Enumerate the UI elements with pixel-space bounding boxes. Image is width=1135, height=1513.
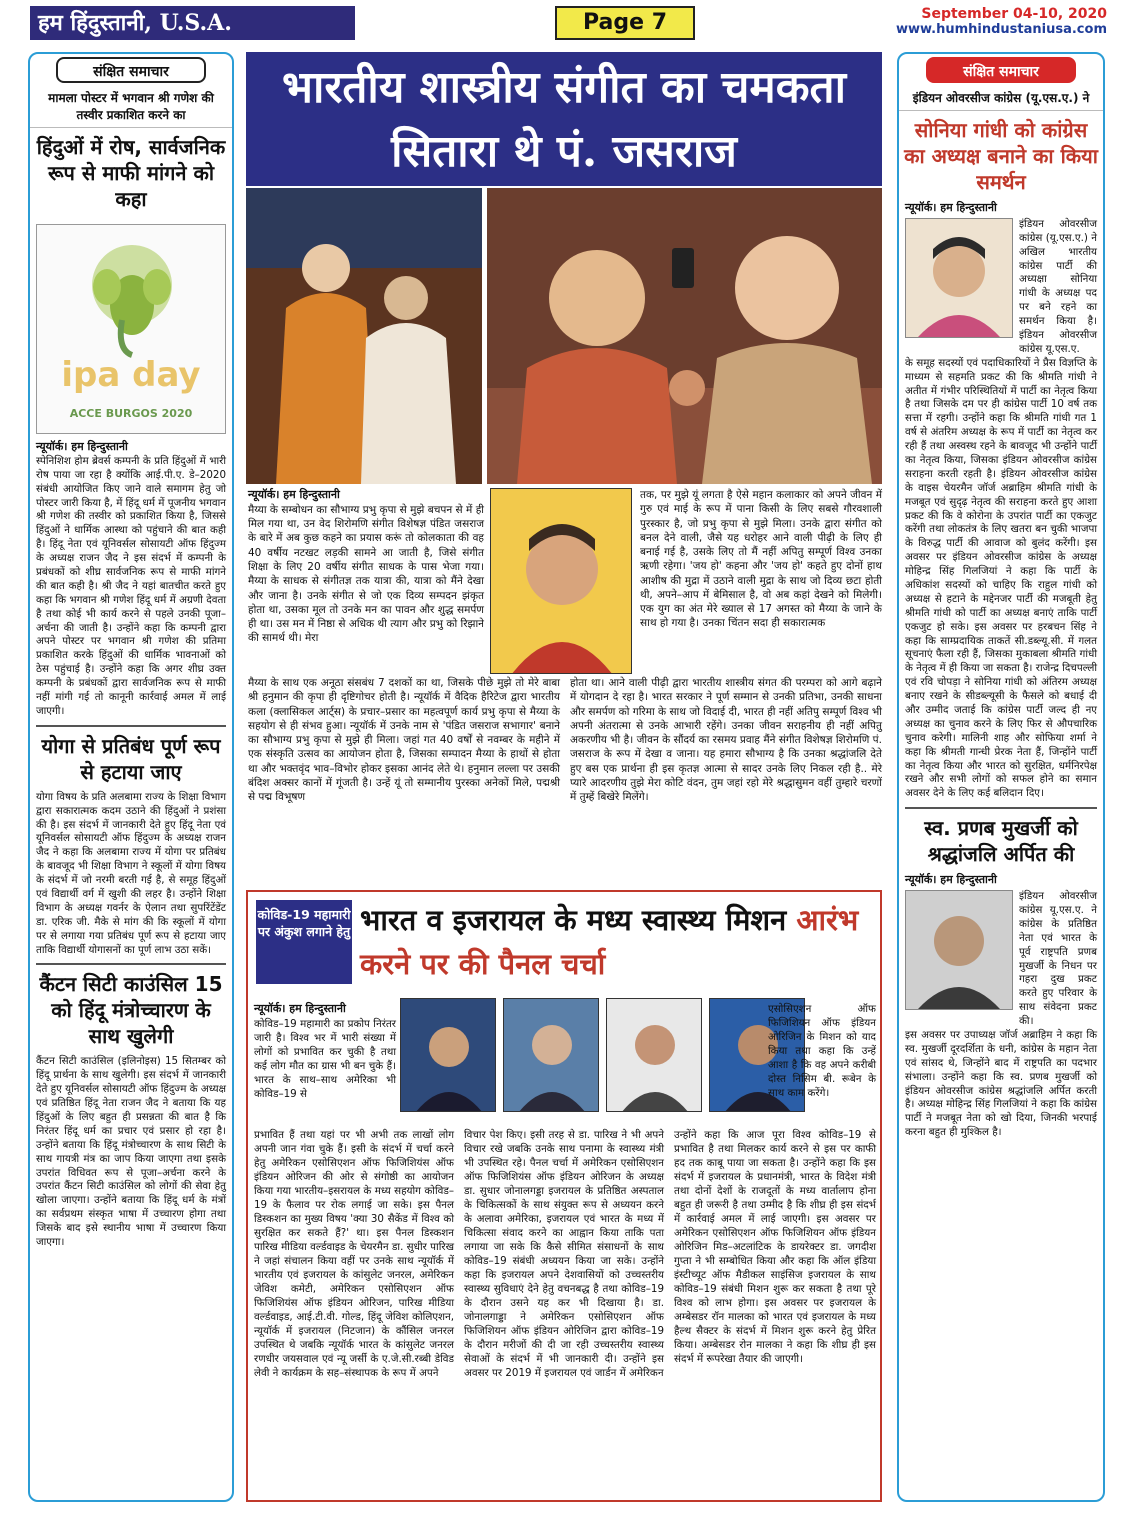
main-col-b-text: तक, पर मुझे यूं लगता है ऐसे महान कलाकार को अपने जीवन में गुरु एवं माई के रूप में पाना किसी के लिए सबसे गौरवशाली पुरस्कार है, जो प्रभु कृपा से मुझे मिला। उनके द्वारा संगीत को बनल देने वाली, जैसे यह धरोहर आने वाली पीढ़ी के लिए ही बनाई गई है, उसके लिए तो मैं नहीं अपितु सम्पूर्ण विश्व उनका ऋणी रहेगा। 'जय हो' कहना और 'जय हो' कहते हुए दोनों हाथ आशीष की मुद्रा में उठाने वाली मुद्रा के साथ जो दिव्य छटा होती थी, अपने–आप में बेमिसाल है, वो अब कहां देखने को मिलेगी। एक युग का अंत मेरे ख्याल से 17 अगस्त को मैय्या के जाने के साथ हो गया है। उनका चिंतन सदा ही सकारात्मक [640,489,882,630]
main-col-c1-text: मैय्या के साथ एक अनूठा संसबंध 7 दशकों का था, जिसके पीछे मुझे तो मेरे बाबा श्री हनुमान की कृपा ही दृष्टिगोचर होती है। न्यूयॉर्क में वैदिक हैरिटेज द्वारा भारतीय कला (क्लासिकल आर्ट्स) के प्रचार–प्रसार का महत्वपूर्ण कार्य प्रभु कृपा से मैय्या के सहयोग से ही संभव हुआ। न्यूयॉर्क में उनके नाम से 'पंडित जसराज सभागार' बनाने का सौभाग्य प्रभु कृपा से मुझे ही मिला। जहां गत 40 वर्षों से नवम्बर के महीने में एक संस्कृति उत्सव का आयोजन होता है, जिसका सम्पादन मैय्या के हाथों से होता था और भक्तवृंद भाव–विभोर होकर इसका आनंद लेते थे। हनुमान लल्ला पर उसकी बंदिश अक्सर कानों में गूंजती है। उन्हें यूं तो सम्मानीय पुरस्का अनेकों मिले, पद्मश्री से पद्म विभूषण [248,677,560,804]
left-byline-1: न्यूयॉर्क। हम हिन्दुस्तानी [36,440,128,453]
left-headline-2: योगा से प्रतिबंध पूर्ण रूप से हटाया जाए [41,733,221,784]
covid-top-right-text: एसोसिएशन ऑफ फिजिशियन ऑफ इंडियन ओरिजिन के मिशन को याद किया तथा कहा कि उन्हें आशा है कि वह अपने करीबी दोस्त निसिम बी. रूबेन के साथ काम करेंगे। [768,1003,876,1099]
divider [36,963,226,965]
ipa-day-poster [36,224,226,434]
right-body-1: के समूह सदस्यों एवं पदाधिकारियों ने प्रैस विज्ञप्ति के माध्यम से सहमति प्रकट की कि श्रीमति गांधी ने अतीत में गंभीर परिस्थितियों में पार्टी का नेतृत्व किया है तथा जिसके दम पर ही कांग्रेस पार्टी 10 वर्ष तक सत्ता में रहगी। उन्होंने कहा कि श्रीमति गांधी गत 1 वर्ष से अंतरिम अध्यक्ष के रूप में पार्टी का नेतृत्व कर रही हैं तथा अस्वस्थ रहने के बावजूद भी उन्होंने पार्टी का नेतृत्व किया, जिसका इंडियन ओवरसीज कांग्रेस सराहना करती रहती है। इंडियन ओवरसीज कांग्रेस के वाइस चेयरमैन जॉर्ज अब्राहिम श्रीमति गांधी के मजबूत एवं सुदृढ़ नेतृत्व की सराहना करते हुए आशा प्रकट की कि वे कोरोना के उपरांत पार्टी का एकजुट करेंगी तथा लोकतंत्र के लिए खतरा बन चुकी भाजपा के विरुद्ध पार्टी की आवाज को बुलंद करेंगी। इस अवसर पर इंडियन ओवरसीज कांग्रेस के अध्यक्ष मोहिन्द्र सिंह गिलजियां ने कहा कि पार्टी के अधिकांश सदस्यों को चाहिए कि राहुल गांधी को अध्यक्ष से हटाने के मद्देनजर पार्टी की मजबूती हेतु श्रीमति गांधी को पार्टी का अध्यक्ष बनाएं ताकि पार्टी एकजुट हो सके। इस अवसर पर हरबचन सिंह ने कहा कि साम्प्रदायिक ताकतें सी.डब्ल्यू.सी. में गलत सूचनाएं फैला रही हैं, जिसका मुकाबला श्रीमति गांधी के नेतृत्व में ही किया जा सकता है। राजेन्द्र दिचपल्ली एवं रवि चोपड़ा ने सोनिया गांधी को अंतिरम अध्यक्ष बनाए रखने के सीडब्ल्यूसी के फैसले को बधाई दी और उम्मीद जताई कि कांग्रेस पार्टी जल्द ही नए अध्यक्ष का चुनाव करने के लिए फिर से औपचारिक चुनाव करेगी। मालिनी शाह और सोफिया शर्मा ने कहा कि श्रीमती गान्धी प्रेरक नेता हैं, जिन्होंने पार्टी का नेतृत्व किया और भारत को सुरक्षित, धर्मनिरपेक्ष रखने और सभी लोगों को सफल होने का समान अवसर देने के लिए कई बलिदान दिए। [905,356,1097,800]
newspaper-title: हम हिंदुस्तानी, U.S.A. [30,6,355,40]
divider [36,725,226,727]
left-story-1 [30,440,232,719]
ganesh-poster-icon [37,225,227,433]
left-headline-3: कैंटन सिटी काउंसिल 15 को हिंदू मंत्रोच्चारण के साथ खुलेगी [39,972,223,1049]
left-body-2: योगा विषय के प्रति अलबामा राज्य के शिक्षा विभाग द्वारा सकारात्मक कदम उठाने की हिंदुओं ने प्रशंसा की है। इस संदर्भ में जानकारी देते हुए हिंदू नेता एवं यूनिवर्सल सोसायटी ऑफ हिंदुज्म के अध्यक्ष राजन जैद ने कहा कि अलबामा राज्य में योगा पर प्रतिबंध के बावजूद भी शिक्षा विभाग ने स्कूलों में योगा विषय के संदर्भ में जो नरमी बरती गई है, से समूह हिंदुओं एवं विद्यार्थी वर्ग में खुशी की लहर है। उन्होंने शिक्षा विभाग के अध्यक्ष गवर्नर के ऐलान तथा सुपरिंटेंडेंट डा. एरिक जी. मैके से मांग की कि स्कूलों में योगा पर से लगाया गया प्रतिबंध पूर्ण रूप से हटाया जाए ताकि विद्यार्थी योगासनों का पूर्ण लाभ उठा सकें। [36,790,226,956]
right-section-tag: संक्षित समाचार [926,57,1076,83]
right-story-2 [899,873,1103,1140]
sonia-gandhi-photo [905,218,1013,338]
covid-headline [360,898,876,986]
left-body-1: स्पेनिशिश होम ब्रेवर्स कम्पनी के प्रति हिंदुओं में भारी रोष पाया जा रहा है क्योंकि आई.पी.ए. डे–2020 संबंधी आयोजित किए जाने वाले समागम हेतु जो पोस्टर जारी किया है, में हिंदू धर्म में पूजनीय भगवान श्री गणेश की तस्वीर को प्रकाशित किया है, जिससे हिंदुओं ने धार्मिक आस्था को पहुंचाने की बात कही है। हिंदू नेता एवं यूनिवर्सल सोसायटी ऑफ हिंदुज्म के अध्यक्ष राजन जैद ने इस संदर्भ में कम्पनी के प्रबंधकों को शीघ्र सार्वजनिक रूप से माफी मांगने की बात कही है। श्री जैद ने यहां बातचीत करते हुए कहा कि भगवान श्री गणेश हिंदू धर्म में अग्रणी देवता है तथा कोई भी कार्य करने से पहले उनकी पूजा–अर्चना की जाती है। उन्होंने कहा कि कम्पनी द्वारा अपने पोस्टर पर भगवान श्री गणेश की प्रतिमा प्रकाशित करके हिंदुओं की धार्मिक भावनाओं को ठेस पहुंचाई है। उन्होंने कहा कि अगर शीघ्र उक्त कम्पनी के प्रबंधकों द्वारा सार्वजनिक रूप से माफी नहीं मांगी गई तो कानूनी कार्रवाई अमल में लाई जाएगी। [36,454,226,717]
right-body-1-top: इंडियन ओवरसीज कांग्रेस (यू.एस.ए.) ने अखिल भारतीय कांग्रेस पार्टी की अध्यक्षा सोनिया गांधी के अध्यक्ष पद पर बने रहने का समर्थन किया है। इंडियन ओवरसीज कांग्रेस यू.एस.ए. [1019,217,1097,355]
covid-intro-text: कोविड–19 महामारी का प्रकोप निरंतर जारी है। विश्व भर में भारी संख्या में लोगों को प्रभावित कर चुकी है तथा कई लोग मौत का ग्रास भी बन चुके हैं। भारत के साथ–साथ अमेरिका भी कोविड–19 से [254,1017,396,1100]
poster-subtitle: ACCE BURGOS 2020 [69,407,193,420]
covid-col-3-text: उन्होंने कहा कि आज पूरा विश्व कोविड–19 से प्रभावित है तथा मिलकर कार्य करने से इस पर काफी हद तक काबू पाया जा सकता है। उन्होंने कहा कि इस संदर्भ में इजरायल के प्रधानमंत्री, भारत के विदेश मंत्री तथा दोनों देशों के राजदूतों के मध्य वार्तालाप होना बहुत ही जरूरी है तथा उम्मीद है कि शीघ्र ही इस संदर्भ में कार्रवाई अमल में लाई जाएगी। इस अवसर पर अमेरिकन एसोसिएशन ऑफ फिजिशियन ऑफ इंडियन ओरिजिन मिड–अटलांटिक के डायरेक्टर डा. जगदीश गुप्ता ने भी सम्बोधित किया और कहा कि ऑल इंडिया इंस्टीच्यूट ऑफ मैडीकल साइंसिज इजरायल के साथ कोविड–19 संबंधी मिशन शुरू कर सकता है तथा पूरे विश्व को लाभ होगा। इस अवसर पर इजरायल के अम्बेसडर रॉन मालका को भारत एवं इजरायल के मध्य हैल्थ सैक्टर के संदर्भ में मिशन शुरू करने हेतु प्रेरित किया। अम्बेसडर रोन मालका ने कहा कि शीघ्र ही इस संदर्भ में रूपरेखा तैयार की जाएगी। [674,1129,876,1365]
right-story-1 [899,201,1103,801]
left-body-3: कैंटन सिटी काउंसिल (इलिनोइस) 15 सितम्बर को हिंदू प्रार्थना के साथ खुलेगी। इस संदर्भ में जानकारी देते हुए यूनिवर्सल सोसायटी ऑफ हिंदुज्म के अध्यक्ष एवं प्रतिष्ठित हिंदू नेता राजन जैद ने बताया कि यह हिंदुओं के लिए बहुत ही प्रसन्नता की बात है कि निरंतर हिंदू धर्म का प्रचार एवं प्रसार हो रहा है। उन्होंने बताया कि हिंदू मंत्रोच्चारण के साथ सिटी के साथ गायत्री मंत्र का जाप किया जाएगा तथा इसके उपरांत विधिवत रूप से पूजा–अर्चना करने के उपरांत कैंटन सिटी काउंसिल को लोगों की सेवा हेतु खोला जाएगा। उन्होंने बताया कि हिंदू धर्म के मंत्रों का सर्वप्रथम संस्कृत भाषा में उच्चारण होगा तथा जिसके बाद इसे स्थानीय भाषा में उच्चारण किया जाएगा। [36,1055,226,1249]
panelist-photo [503,998,599,1112]
jasraj-story-lower [248,676,882,804]
masthead [0,0,1135,50]
covid-intro [254,1002,396,1101]
left-section-tag: संक्षित समाचार [56,57,206,83]
right-byline-2: न्यूयॉर्क। हम हिन्दुस्तानी [905,873,997,887]
covid-col-1-text: प्रभावित हैं तथा यहां पर भी अभी तक लाखों लोग अपनी जान गंवा चुके हैं। इसी के संदर्भ में चर्चा करने हेतु अमेरिकन एसोसिएशन ऑफ फिजिशियंस ऑफ इंडियन ओरिजन की ओर से संगोष्ठी का आयोजन किया गया भारतीय–इसरायल के मध्य सहयोग कोविड–19 के फैलाव पर रोक लगाई जा सके। इस पैनल डिस्कशन का मुख्य विषय 'क्या 30 सैकेंड में विश्व को सुरक्षित कर सकते हैं?' था। इस पैनल डिस्कशन पारिख मीडिया वर्ल्डवाइड के चेयरमैन डा. सुधीर पारिख ने जहां संचालन किया वहीं पर उनके साथ न्यूयॉर्क में भारतीय एवं इजरायल के कांसुलेट जनरल, अमेरिकन जेविश कमेटी, अमेरिकन एसोसिएशन ऑफ फिजिशियंस ऑफ इंडियन ओरिजन, पारिख मीडिया वर्ल्डवाइड, आई.टी.वी. गोल्ड, हिंदू जेविश कोलिएशन, न्यूयॉर्क में इजरायल (निटजान) के कौंसिल जनरल उपस्थित थे जबकि न्यूयॉर्क भारत के कांसुलेट जनरल रणधीर जयसवाल एवं न्यू जर्सी के ए.जे.सी.रब्बी डेविड लेवी ने कार्यक्रम के सह–संस्थापक के रूप में अपने [254,1129,454,1379]
main-headline: भारतीय शास्त्रीय संगीत का चमकता सितारा थे पं. जसराज [246,52,882,186]
main-col-c2-text: होता था। आने वाली पीढ़ी द्वारा भारतीय शास्त्रीय संगत की परम्परा को आगे बढ़ाने में योगदान दे रहा है। भारत सरकार ने पूर्ण सम्मान से उनकी प्रतिभा, उनकी साधना और समर्पण को गरिमा के साथ जो विदाई दी, भारत ही नहीं अतिपु सम्पूर्ण विश्व भी अपनी अंतरात्मा से उनके आभारी रहेंगे। उनका जीवन सराहनीय ही नहीं अपितु अकरणीय भी है। जीवन के सौंदर्य का रसमय प्रवाह मैंने संगीत विशेषज्ञ शिरोमणि पं. जसराज के रूप में देखा व जाना। यह हमारा सौभाग्य है कि उनका श्रद्धांजलि देते हुए बस एक प्रार्थना ही इस कृतज्ञ आत्मा से सादर उनके लिए निकल रही है.. मेरे प्यारे आदरणीय तुझे मेरा कोटि वंदन, तुम जहां रहो मेरे श्रद्धासुमन वहीं तुम्हारे चरणों में तुम्हें बिखेरे मिलेंगे। [570,677,882,804]
right-news-column [897,52,1105,1502]
jasraj-photo-2 [487,188,882,484]
right-headline-1: सोनिया गांधी को कांग्रेस का अध्यक्ष बनाने का किया समर्थन [904,118,1098,194]
right-body-2-top: इंडियन ओवरसीज कांग्रेस यू.एस.ए. ने कांग्रेस के प्रतिष्ठित नेता एवं भारत के पूर्व राष्ट्रपति प्रणब मुखर्जी के निधन पर गहरा दुख प्रकट करते हुए परिवार के साथ संवेदना प्रकट की। [1019,890,1097,1028]
panelist-photos [400,998,806,1112]
divider [905,807,1097,809]
covid-byline: न्यूयॉर्क। हम हिन्दुस्तानी [254,1002,346,1015]
issue-date: September 04-10, 2020 [921,6,1107,22]
left-news-column [28,52,234,1502]
left-kicker: मामला पोस्टर में भगवान श्री गणेश की तस्वीर प्रकाशित करने का [30,83,232,128]
right-byline-1: न्यूयॉर्क। हम हिन्दुस्तानी [905,201,997,214]
jasraj-photo-1 [246,188,482,484]
page-number: Page 7 [555,6,695,40]
right-kicker: इंडियन ओवरसीज कांग्रेस (यू.एस.ए.) ने [899,83,1103,111]
panelist-photo [606,998,702,1112]
covid-col-2-text: विचार पेश किए। इसी तरह से डा. पारिख ने भी अपने विचार रखे जबकि उनके साथ पनामा के स्वास्थ्य मंत्री भी उपस्थित रहे। पैनल चर्चा में अमेरिकन एसोसिएशन ऑफ फिजिशियंस ऑफ इंडियन ओरिजन के अध्यक्ष डा. सुधार जोनालगड्डा इजरायल के प्रतिष्ठित अस्पताल के चिकित्सकों के साथ संयुक्त रूप से अध्ययन करने के अलावा अमेरिका, इजरायल एवं भारत के मध्य में चिकित्सा संवाद करने का आह्वान किया ताकि पता लगाया जा सके कि कैसे सीमित संसाधनों के साथ कोविड–19 संबंधी अध्ययन किया जा सके। उन्होंने कहा कि इजरायल अपने देशवासियों को उच्चस्तरीय स्वास्थ्य सुविधाएं देने हेतु वचनबद्ध है तथा कोविड–19 के दौरान उसने यह कर भी दिखाया है। डा. जोनालगाड्डा ने अमेरिकन एसोसिएशन ऑफ फिजिशियन ऑफ इंडियन ओरिजिन द्वारा कोविड–19 के दौरान मरीजों की दी जा रही उच्चस्तरीय स्वास्थ्य सेवाओं के संदर्भ में भी जानकारी दी। उन्होंने इस अवसर पर 2019 में इजरायल एवं जार्डन में अमेरिकन [464,1129,664,1379]
right-body-2: इस अवसर पर उपाध्यक्ष जॉर्ज अब्राहिम ने कहा कि स्व. मुखर्जी दूरदर्शिता के धनी, कांग्रेस के महान नेता एवं सांसद थे, जिन्होंने बाद में राष्ट्रपति का पदभार संभाला। उन्होंने कहा कि स्व. प्रणब मुखर्जी को इंडियन ओवरसीज कांग्रेस श्रद्धांजलि अर्पित करती है। अध्यक्ष मोहिन्द्र सिंह गिलजियां ने कहा कि कांग्रेस पार्टी ने मजबूत नेता को खो दिया, जिनकी भरपाई करना बहुत ही मुश्किल है। [905,1029,1097,1139]
main-col-a-text: मैय्या के सम्बोधन का सौभाग्य प्रभु कृपा से मुझे बचपन से में ही मिल गया था, उन वेद शिरोमणि संगीत विशेषज्ञ पंडित जसराज के बारे में अब कुछ कहने का प्रयास करूं तो कोलकाता की वह 40 वर्षीय नटखट लड़की सामने आ जाती है, जिसे संगीत शिक्षा के लिए 20 वर्षीय संगीत साधक के पास भेजा गया। मैय्या के साधक से संगीतज्ञ तक यात्रा की, यात्रा को मैंने देखा और जाना है। उनके संगीत से जो एक दिव्य सम्पदन झंकृत होता था, उसका मूल तो उनके मन का पावन और शुद्ध समर्पण ही था। उस मन में निष्ठा से अधिक थी त्याग और प्रभु को रिझाने की सामर्थ थी। मेरा [248,503,485,645]
panelist-photo [400,998,496,1112]
pranab-mukherjee-photo [905,890,1013,1010]
jasraj-story-col-a [248,488,484,646]
covid-story-box [246,890,882,1502]
main-byline: न्यूयॉर्क। हम हिन्दुस्तानी [248,488,340,501]
left-headline-1: हिंदुओं में रोष, सार्वजनिक रूप से माफी मांगने को कहा [36,135,226,211]
covid-headline-red: आरंभ करने पर की पैनल चर्चा [360,903,859,981]
poster-title: ipa day [61,355,201,395]
covid-tag: कोविड-19 महामारी पर अंकुश लगाने हेतु [256,900,352,984]
author-portrait [490,488,632,674]
right-headline-2: स्व. प्रणब मुखर्जी को श्रद्धांजलि अर्पित की [924,816,1078,867]
covid-headline-black: भारत व इजरायल के मध्य स्वास्थ्य मिशन [360,903,787,937]
masthead-right [896,6,1107,37]
website-link[interactable]: www.humhindustaniusa.com [895,22,1107,37]
